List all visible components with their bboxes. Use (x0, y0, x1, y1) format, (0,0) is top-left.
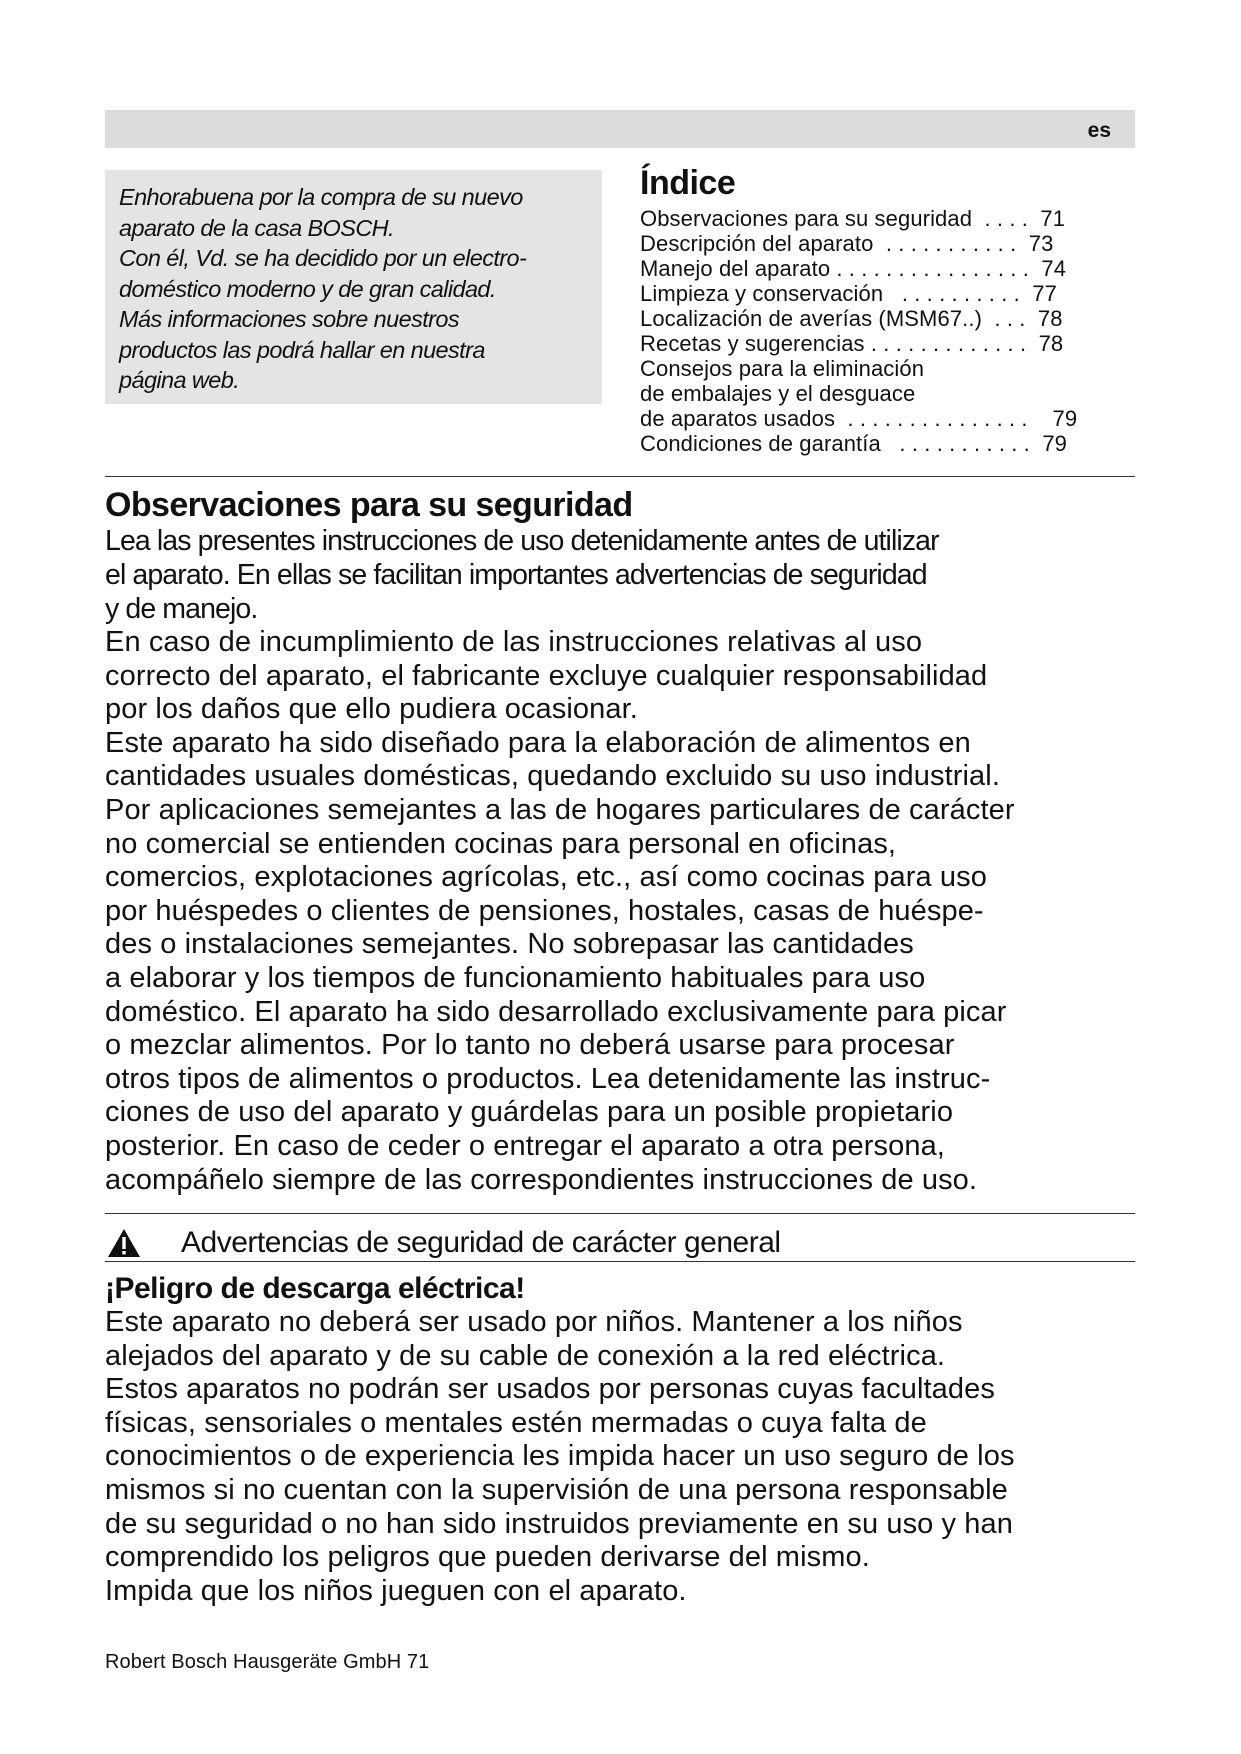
body-line: Por aplicaciones semejantes a las de hogares particulares de carácter (105, 793, 1015, 826)
body-line: En caso de incumplimiento de las instrucciones relativas al uso (105, 626, 923, 658)
body-line: doméstico. El aparato ha sido desarrollado exclusivamente para picar (105, 995, 1007, 1028)
body-line: conocimientos o de experiencia les impida hacer un uso seguro de los (105, 1440, 1015, 1473)
body-line: Este aparato ha sido diseñado para la elaboración de alimentos en (105, 726, 971, 759)
page-footer: Robert Bosch Hausgeräte GmbH 71 (105, 1651, 430, 1673)
warnings-heading-row (105, 1226, 1135, 1262)
toc-title: Índice (640, 164, 736, 202)
toc-entry[interactable]: Consejos para la eliminación (640, 356, 925, 381)
warnings-heading: Advertencias de seguridad de carácter general (181, 1226, 781, 1259)
body-line: mismos si no cuentan con la supervisión de una persona responsable (105, 1473, 1008, 1506)
lead-line: Lea las presentes instrucciones de uso detenidamente antes de utilizar (105, 525, 939, 557)
intro-line: doméstico moderno y de gran calidad. (119, 275, 496, 302)
body-line: ciones de uso del aparato y guárdelas para un posible propietario (105, 1096, 954, 1129)
body-line: a elaborar y los tiempos de funcionamiento habituales para uso (105, 961, 926, 994)
body-line: Estos aparatos no podrán ser usados por personas cuyas facultades (105, 1373, 995, 1406)
section-title: Observaciones para su seguridad (105, 486, 633, 524)
toc-entry[interactable]: Descripción del aparato . . . . . . . . . . . 73 (640, 231, 1054, 256)
toc-entry[interactable]: de aparatos usados . . . . . . . . . . . . . . . 79 (640, 406, 1078, 431)
warnings-section (105, 1272, 1165, 1608)
body-line: no comercial se entienden cocinas para personal en oficinas, (105, 827, 897, 860)
intro-box (105, 170, 602, 404)
intro-line: página web. (119, 367, 240, 393)
toc-entry[interactable]: Condiciones de garantía . . . . . . . . . . . 79 (640, 431, 1067, 456)
toc-entry[interactable]: de embalajes y el desguace (640, 381, 916, 406)
danger-subheading: ¡Peligro de descarga eléctrica! (105, 1272, 525, 1305)
body-line: Impida que los niños jueguen con el aparato. (105, 1574, 687, 1607)
lead-line: y de manejo. (105, 593, 258, 625)
body-line: otros tipos de alimentos o productos. Lea detenidamente las instruc- (105, 1062, 991, 1095)
toc-entry[interactable]: Manejo del aparato . . . . . . . . . . . . . . . . 74 (640, 256, 1067, 281)
body-line: des o instalaciones semejantes. No sobrepasar las cantidades (105, 928, 914, 961)
body-line: alejados del aparato y de su cable de conexión a la red eléctrica. (105, 1339, 946, 1372)
intro-line: Con él, Vd. se ha decidido por un electro- (119, 245, 527, 271)
language-code: es (1087, 119, 1111, 142)
toc-entry[interactable]: Localización de averías (MSM67..) . . . 78 (640, 306, 1063, 331)
language-bar (105, 110, 1135, 148)
intro-line: Enhorabuena por la compra de su nuevo (119, 184, 523, 210)
table-of-contents (640, 162, 1140, 456)
toc-entry[interactable]: Limpieza y conservación . . . . . . . . . . 77 (640, 281, 1057, 306)
body-line: Este aparato no deberá ser usado por niños. Mantener a los niños (105, 1306, 963, 1338)
safety-section (105, 486, 1165, 1197)
toc-entry[interactable]: Recetas y sugerencias . . . . . . . . . . . . . 78 (640, 331, 1064, 356)
body-line: o mezclar alimentos. Por lo tanto no deberá usarse para procesar (105, 1029, 955, 1062)
body-line: posterior. En caso de ceder o entregar el aparato a otra persona, (105, 1129, 945, 1162)
body-line: comprendido los peligros que pueden derivarse del mismo. (105, 1541, 870, 1574)
intro-line: Más informaciones sobre nuestros (119, 306, 459, 332)
body-line: de su seguridad o no han sido instruidos previamente en su uso y han (105, 1507, 1013, 1540)
warnings-bottom-divider (105, 1261, 1135, 1262)
lead-line: el aparato. En ellas se facilitan importantes advertencias de seguridad (105, 559, 927, 591)
section-divider (105, 476, 1135, 477)
intro-line: aparato de la casa BOSCH. (119, 214, 394, 241)
body-line: cantidades usuales domésticas, quedando excluido su uso industrial. (105, 760, 1000, 793)
body-line: físicas, sensoriales o mentales estén mermadas o cuya falta de (105, 1406, 927, 1439)
warnings-top-divider (105, 1213, 1135, 1214)
body-line: correcto del aparato, el fabricante excluye cualquier responsabilidad (105, 659, 988, 692)
body-line: por huéspedes o clientes de pensiones, hostales, casas de huéspe- (105, 894, 984, 927)
body-line: comercios, explotaciones agrícolas, etc., así como cocinas para uso (105, 861, 987, 894)
warning-triangle-icon (107, 1228, 141, 1258)
intro-line: productos las podrá hallar en nuestra (119, 336, 485, 363)
toc-entry[interactable]: Observaciones para su seguridad . . . . 71 (640, 206, 1066, 231)
body-line: por los daños que ello pudiera ocasionar. (105, 693, 638, 726)
body-line: acompáñelo siempre de las correspondientes instrucciones de uso. (105, 1163, 978, 1196)
